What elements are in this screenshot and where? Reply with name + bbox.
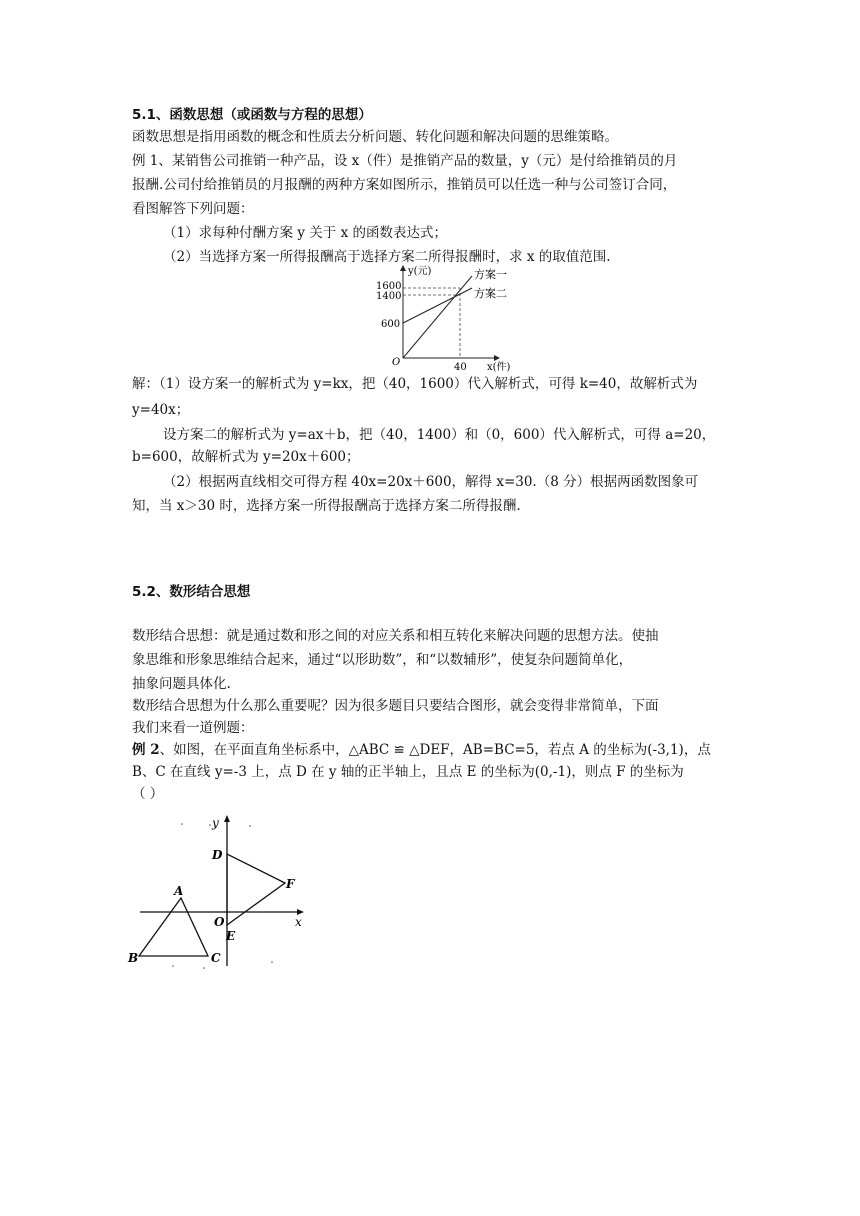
solution-line-5: （2）根据两直线相交可得方程 40x=20x＋600，解得 x=30.（8 分）根据两函数图象可 (163, 474, 699, 490)
triangle-abc (139, 898, 208, 956)
point-b-label: B (128, 951, 139, 965)
graph2-y-label: y (212, 816, 219, 830)
point-e-label: E (226, 929, 236, 943)
solution-line-3: 设方案二的解析式为 y=ax＋b，把（40，1400）和（0，600）代入解析式，可得 a=20， (163, 427, 716, 443)
section-2-para-1-line-2: 象思维和形象思维结合起来，通过“以形助数”，和“以数辅形”，使复杂问题简单化， (132, 652, 633, 668)
section-2-para-1-line-1: 数形结合思想：就是通过数和形之间的对应关系和相互转化来解决问题的思想方法。使抽 (132, 628, 659, 644)
solution-line-1: 解：（1）设方案一的解析式为 y=kx，把（40，1600）代入解析式，可得 k=40，故解析式为 (132, 376, 698, 392)
point-d-label: D (212, 848, 223, 862)
graph2-origin: O (214, 915, 225, 929)
tick-1600: 1600 (376, 281, 402, 292)
tick-40: 40 (454, 362, 467, 373)
section-1-intro: 函数思想是指用函数的概念和性质去分析问题、转化问题和解决问题的思维策略。 (132, 129, 618, 145)
example-2-line-2: B、C 在直线 y=-3 上，点 D 在 y 轴的正半轴上，且点 E 的坐标为(0,-1)，则点 F 的坐标为 (132, 764, 684, 780)
section-2-para-2-line-1: 数形结合思想为什么那么重要呢？因为很多题目只要结合图形，就会变得非常简单，下面 (132, 698, 659, 714)
graph1-origin: O (392, 357, 401, 368)
example-1-line-3: 看图解答下列问题： (132, 201, 254, 217)
section-2-heading: 5.2、数形结合思想 (132, 584, 251, 600)
tick-600: 600 (381, 319, 401, 330)
example-2-answer-blank: （ ） (132, 786, 164, 802)
graph1-x-label: x(件) (487, 362, 511, 373)
point-a-label: A (174, 884, 184, 898)
solution-line-4: b=600，故解析式为 y=20x＋600； (132, 449, 360, 465)
question-1: （1）求每种付酬方案 y 关于 x 的函数表达式； (163, 225, 447, 241)
section-2-para-2-line-2: 我们来看一道例题： (132, 720, 254, 736)
example-2-label: 例 2 (132, 742, 160, 758)
solution-line-2: y=40x； (132, 402, 190, 418)
point-c-label: C (211, 951, 221, 965)
section-2-para-1-line-3: 抽象问题具体化. (132, 676, 231, 692)
tick-1400: 1400 (376, 291, 402, 302)
payment-plans-graph (370, 262, 530, 374)
triangles-figure (126, 812, 310, 972)
example-2-text: 、如图，在平面直角坐标系中，△ABC ≌ △DEF，AB=BC=5，若点 A 的坐标为(-3,1)，点 (159, 742, 711, 758)
triangle-def (227, 854, 285, 925)
question-2: （2）当选择方案一所得报酬高于选择方案二所得报酬时，求 x 的取值范围. (163, 249, 611, 265)
graph2-x-label: x (295, 915, 302, 929)
example-1-line-1: 例 1、某销售公司推销一种产品，设 x（件）是推销产品的数量，y（元）是付给推销员的月 (132, 153, 678, 169)
legend-plan-1: 方案一 (474, 268, 507, 281)
graph1-y-label: y(元) (408, 266, 432, 277)
solution-line-6: 知，当 x＞30 时，选择方案一所得报酬高于选择方案二所得报酬. (132, 498, 521, 514)
example-2-line-1 (132, 740, 711, 760)
example-1-line-2: 报酬.公司付给推销员的月报酬的两种方案如图所示，推销员可以任选一种与公司签订合同， (132, 177, 677, 193)
section-1-heading: 5.1、函数思想（或函数与方程的思想） (132, 107, 372, 123)
point-f-label: F (286, 877, 295, 891)
legend-plan-2: 方案二 (474, 287, 507, 300)
